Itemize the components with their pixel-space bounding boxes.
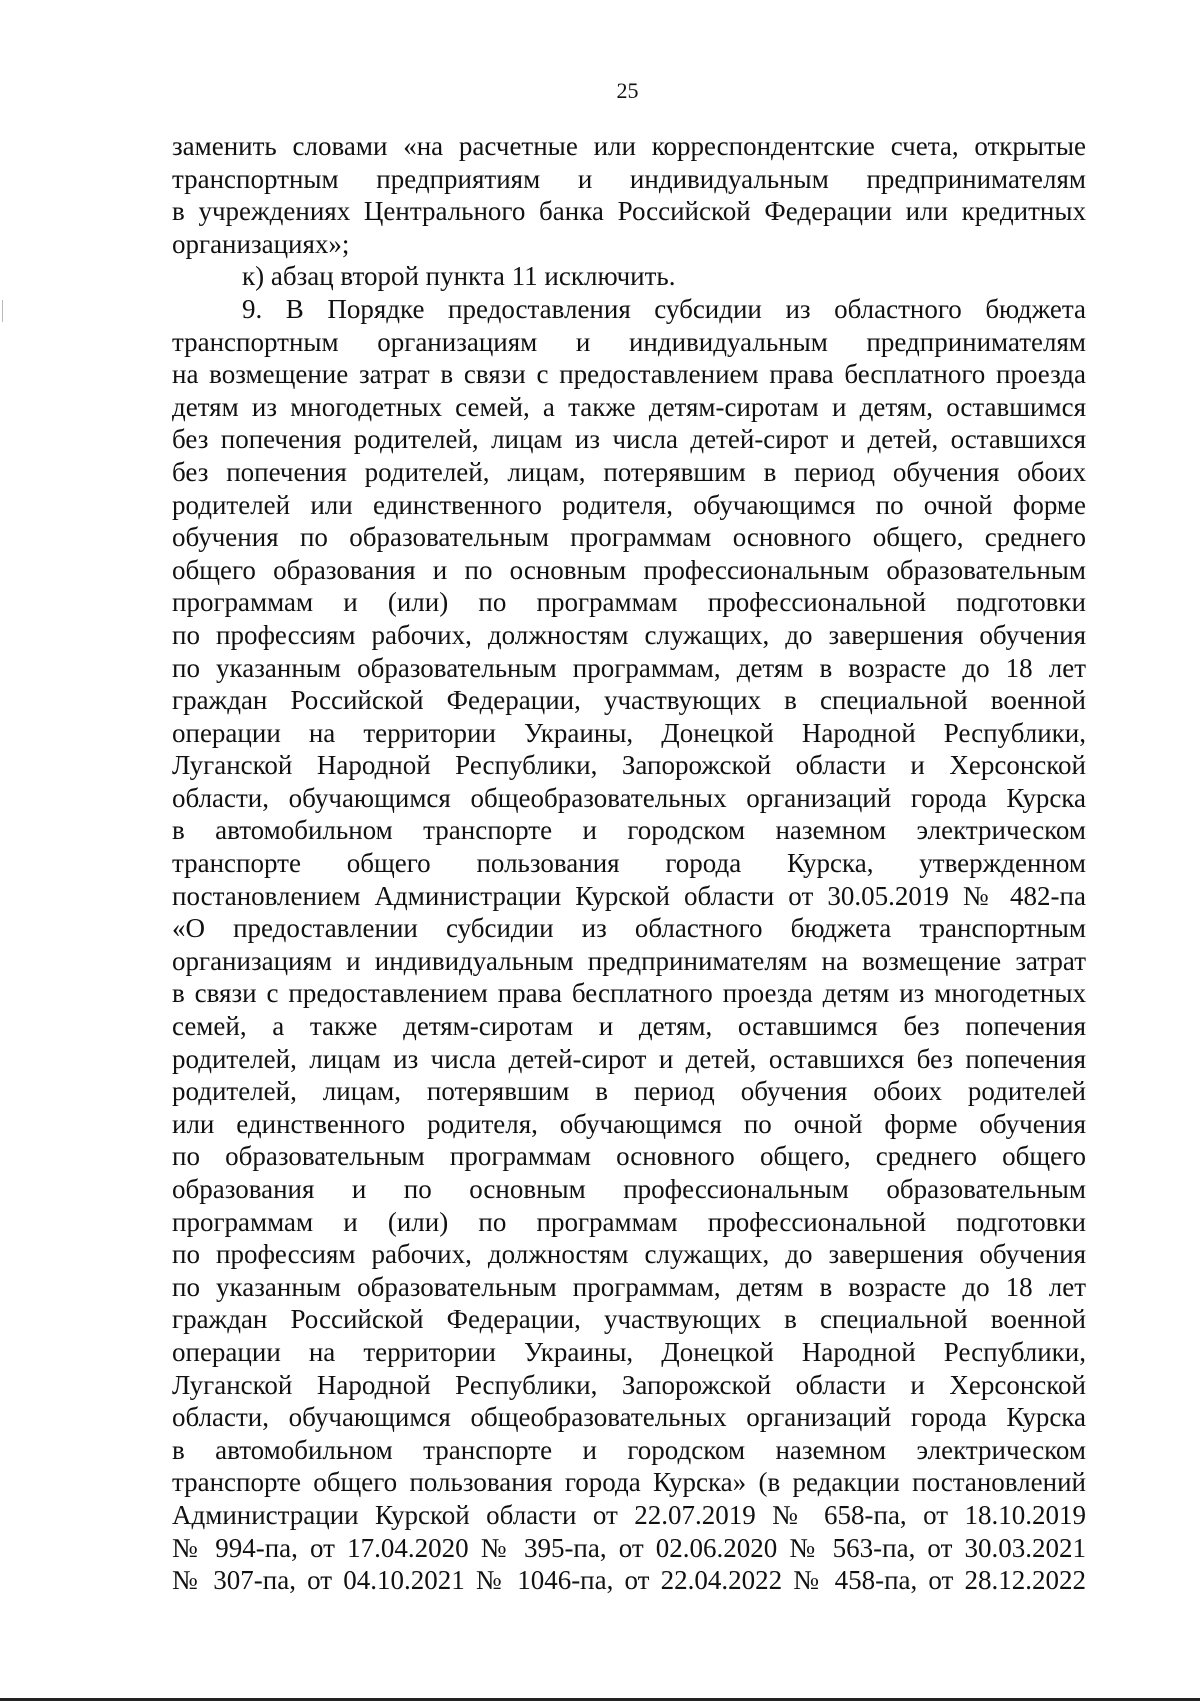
text-line: родителей, лицам, потерявшим в период обучения обоих родителей bbox=[172, 1076, 1086, 1107]
text-line: детям из многодетных семей, а также детям-сиротам и детям, оставшимся bbox=[172, 391, 1086, 422]
text-line: по указанным образовательным программам, детям в возрасте до 18 лет bbox=[172, 652, 1086, 683]
text-line: № 994-па, от 17.04.2020 № 395-па, от 02.06.2020 № 563-па, от 30.03.2021 bbox=[172, 1532, 1086, 1563]
text-line: области, обучающимся общеобразовательных организаций города Курска bbox=[172, 1402, 1086, 1433]
text-line: граждан Российской Федерации, участвующих в специальной военной bbox=[172, 685, 1086, 716]
scan-margin-mark bbox=[2, 300, 3, 322]
text-line: «О предоставлении субсидии из областного бюджета транспортным bbox=[172, 913, 1086, 944]
text-line: транспортным предприятиям и индивидуальным предпринимателям bbox=[172, 163, 1086, 194]
text-line: области, обучающимся общеобразовательных организаций города Курска bbox=[172, 782, 1086, 813]
text-line: транспорте общего пользования города Курска» (в редакции постановлений bbox=[172, 1467, 1086, 1498]
page-number: 25 bbox=[616, 78, 639, 103]
text-line: операции на территории Украины, Донецкой Народной Республики, bbox=[172, 717, 1086, 748]
text-line: № 307-па, от 04.10.2021 № 1046-па, от 22.04.2022 № 458-па, от 28.12.2022 bbox=[172, 1565, 1086, 1596]
text-line: постановлением Администрации Курской области от 30.05.2019 № 482-па bbox=[172, 880, 1086, 911]
text-line: программам и (или) по программам профессиональной подготовки bbox=[172, 587, 1086, 618]
text-line: семей, а также детям-сиротам и детям, оставшимся без попечения bbox=[172, 1011, 1086, 1042]
text-line: по профессиям рабочих, должностям служащих, до завершения обучения bbox=[172, 1239, 1086, 1270]
text-line: на возмещение затрат в связи с предоставлением права бесплатного проезда bbox=[172, 359, 1086, 390]
text-line: общего образования и по основным профессиональным образовательным bbox=[172, 554, 1086, 585]
text-line: заменить словами «на расчетные или корреспондентские счета, открытые bbox=[172, 131, 1086, 161]
text-line: образования и по основным профессиональным образовательным bbox=[172, 1174, 1086, 1204]
text-line: без попечения родителей, лицам из числа детей-сирот и детей, оставшихся bbox=[172, 424, 1086, 455]
text-line: транспорте общего пользования города Курска, утвержденном bbox=[172, 848, 1086, 879]
text-line: Луганской Народной Республики, Запорожской области и Херсонской bbox=[172, 1369, 1086, 1400]
text-line: к) абзац второй пункта 11 исключить. bbox=[242, 261, 676, 292]
page-bottom-edge bbox=[0, 1698, 1200, 1701]
text-line: по указанным образовательным программам, детям в возрасте до 18 лет bbox=[172, 1271, 1086, 1302]
text-line: родителей, лицам из числа детей-сирот и детей, оставшихся без попечения bbox=[172, 1043, 1086, 1074]
text-line: в автомобильном транспорте и городском наземном электрическом bbox=[172, 1434, 1086, 1465]
text-line: Администрации Курской области от 22.07.2019 № 658-па, от 18.10.2019 bbox=[172, 1499, 1086, 1530]
text-line: организациях»; bbox=[172, 228, 350, 259]
text-line: организациям и индивидуальным предпринимателям на возмещение затрат bbox=[172, 945, 1086, 976]
text-line: обучения по образовательным программам основного общего, среднего bbox=[172, 522, 1086, 553]
text-line: родителей или единственного родителя, обучающимся по очной форме bbox=[172, 489, 1086, 520]
text-line: в учреждениях Центрального банка Российской Федерации или кредитных bbox=[172, 196, 1086, 227]
text-line: в связи с предоставлением права бесплатного проезда детям из многодетных bbox=[172, 978, 1086, 1009]
text-line: по профессиям рабочих, должностям служащих, до завершения обучения bbox=[172, 619, 1086, 650]
text-line: операции на территории Украины, Донецкой Народной Республики, bbox=[172, 1336, 1086, 1367]
text-line: Луганской Народной Республики, Запорожской области и Херсонской bbox=[172, 750, 1086, 781]
text-line: программам и (или) по программам профессиональной подготовки bbox=[172, 1206, 1086, 1237]
text-line: без попечения родителей, лицам, потерявшим в период обучения обоих bbox=[172, 456, 1086, 487]
text-line: в автомобильном транспорте и городском наземном электрическом bbox=[172, 815, 1086, 846]
text-line: или единственного родителя, обучающимся по очной форме обучения bbox=[172, 1108, 1086, 1139]
text-line: по образовательным программам основного общего, среднего общего bbox=[172, 1141, 1086, 1172]
text-line: граждан Российской Федерации, участвующих в специальной военной bbox=[172, 1304, 1086, 1335]
document-body bbox=[172, 130, 1086, 1597]
text-line: транспортным организациям и индивидуальным предпринимателям bbox=[172, 326, 1086, 357]
text-line: 9. В Порядке предоставления субсидии из областного бюджета bbox=[242, 293, 1086, 324]
